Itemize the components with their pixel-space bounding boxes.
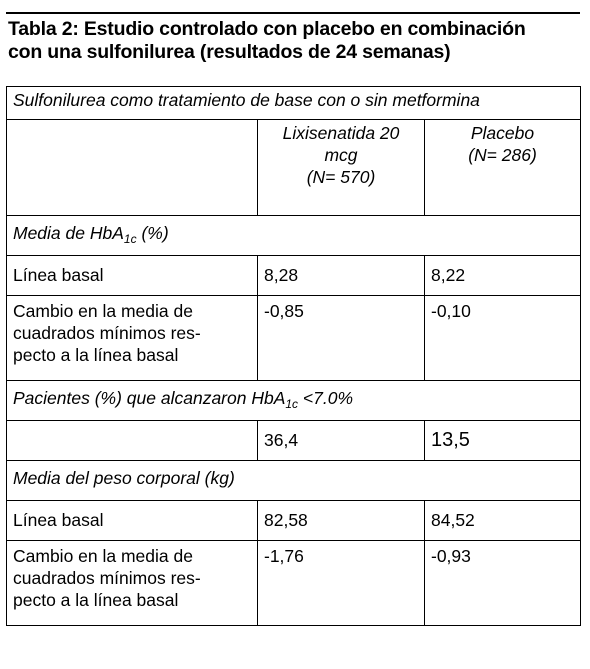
table-row — [7, 541, 581, 626]
top-rule — [6, 12, 580, 14]
section-target-heading: Pacientes (%) que alcanzaron HbA$_{1c}$ <7.0% — [7, 381, 581, 421]
cell-lixi: -0,85 — [258, 296, 425, 381]
section-hba1c-row — [7, 216, 581, 256]
column-header-row — [7, 120, 581, 216]
section-hba1c-heading: Media de HbA$_{1c}$ (%) — [7, 216, 581, 256]
cell-lixi: 8,28 — [258, 256, 425, 296]
table-title-row — [7, 87, 581, 120]
table-row — [7, 296, 581, 381]
header-lixi-line-1: Lixisenatida 20 — [282, 123, 400, 143]
table-row — [7, 501, 581, 541]
header-placebo — [425, 120, 581, 216]
section-weight-row — [7, 461, 581, 501]
header-placebo-line-2: (N= 286) — [468, 145, 537, 165]
table-caption — [8, 18, 582, 64]
caption-line-2: con una sulfonilurea (resultados de 24 semanas) — [8, 41, 451, 63]
empty-header-cell — [7, 120, 258, 216]
cell-lixi: 36,4 — [258, 421, 425, 461]
section-target-row — [7, 381, 581, 421]
table-row — [7, 421, 581, 461]
results-table — [6, 86, 581, 626]
cell-lixi: 82,58 — [258, 501, 425, 541]
table-row — [7, 256, 581, 296]
table-title: Sulfonilurea como tratamiento de base con o sin metformina — [7, 87, 581, 120]
row-label-empty — [7, 421, 258, 461]
cell-placebo: -0,93 — [425, 541, 581, 626]
header-lixi-line-3: (N= 570) — [306, 167, 376, 187]
row-label: Línea basal — [7, 501, 258, 541]
header-placebo-line-1: Placebo — [470, 123, 535, 143]
row-label: Cambio en la media de cuadrados mínimos res- pecto a la línea basal — [7, 296, 258, 381]
section-weight-heading: Media del peso corporal (kg) — [7, 461, 581, 501]
header-lixi-line-2: mcg — [324, 145, 358, 165]
row-label: Cambio en la media de cuadrados mínimos res- pecto a la línea basal — [7, 541, 258, 626]
caption-line-1: Tabla 2: Estudio controlado con placebo en combinación — [8, 18, 526, 40]
row-label: Línea basal — [7, 256, 258, 296]
cell-lixi: -1,76 — [258, 541, 425, 626]
cell-placebo: 13,5 — [425, 421, 581, 461]
cell-placebo: -0,10 — [425, 296, 581, 381]
cell-placebo: 8,22 — [425, 256, 581, 296]
header-lixisenatida — [258, 120, 425, 216]
cell-placebo: 84,52 — [425, 501, 581, 541]
